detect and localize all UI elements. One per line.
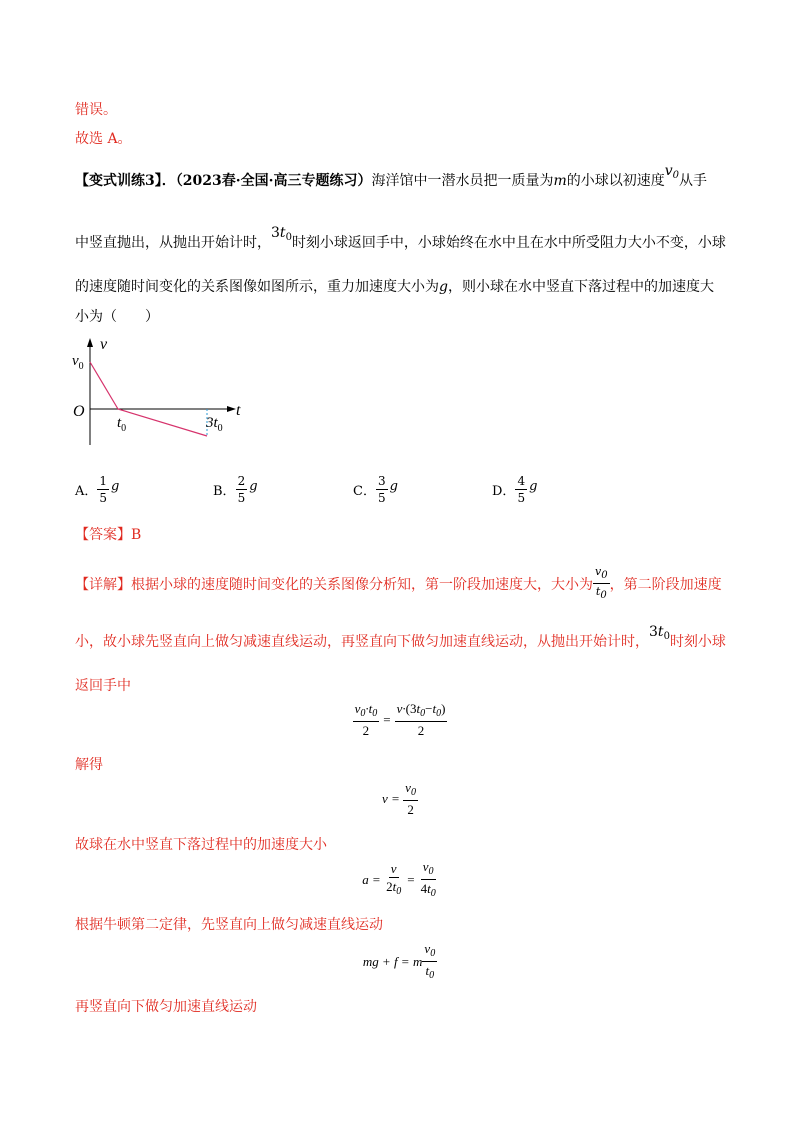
var-m: m bbox=[553, 173, 567, 189]
question-tag: 【变式训练3】．（2023春·全国·高三专题练习） bbox=[75, 173, 372, 189]
option-d[interactable]: D． $\frac{4}{5}$ g bbox=[492, 474, 538, 505]
3t0-symbol: $3t_0$ bbox=[649, 624, 670, 642]
t-axis-label: t bbox=[236, 402, 241, 419]
question-text: 的小球以初速度 bbox=[566, 173, 665, 189]
question-line-3 bbox=[75, 276, 714, 296]
origin-label: O bbox=[73, 403, 85, 420]
equation-a: a = $\frac{v}{2t_0}$ = $\frac{v_0}{4t_0}$ bbox=[362, 859, 436, 899]
question-line-1 bbox=[75, 163, 708, 191]
v0-symbol: $v_0$ bbox=[664, 163, 680, 181]
question-line-4: 小为（ ） bbox=[75, 309, 159, 325]
option-b[interactable]: B． $\frac{2}{5}$ g bbox=[213, 474, 258, 505]
3t0-tick-label: $3t_0$ bbox=[206, 415, 223, 434]
top-line-1: 错误。 bbox=[75, 102, 117, 118]
v-axis-label: v bbox=[100, 336, 108, 353]
3t0-symbol: $3t_0$ bbox=[271, 225, 292, 243]
equation-newton: mg + f = m $\frac{v_0}{t_0}$ bbox=[362, 941, 436, 981]
explain-line-3: 返回手中 bbox=[75, 678, 131, 694]
explain-line-5: 根据牛顿第二定律，先竖直向上做匀减速直线运动 bbox=[75, 917, 383, 933]
var-g: g bbox=[439, 279, 448, 295]
question-text: 的速度随时间变化的关系图像如图所示，重力加速度大小为 bbox=[75, 279, 439, 295]
explain-line-6: 再竖直向下做匀加速直线运动 bbox=[75, 999, 257, 1015]
v0-over-t0-fraction: $\frac{v_0}{t_0}$ bbox=[595, 565, 608, 601]
answer-label: 【答案】B bbox=[75, 527, 142, 543]
question-text: 从手 bbox=[679, 173, 708, 189]
velocity-time-graph bbox=[70, 335, 250, 460]
option-d-fraction: $\frac{4}{5}$ bbox=[517, 474, 526, 505]
vt-line-rise-segment bbox=[90, 362, 118, 409]
y-axis-arrow-icon bbox=[87, 338, 93, 347]
question-line-2 bbox=[75, 225, 726, 253]
t0-tick-label: $t_0$ bbox=[117, 415, 127, 434]
x-axis-arrow-icon bbox=[227, 406, 236, 412]
v0-axis-label: $v_0$ bbox=[72, 353, 84, 372]
equation-area: $\frac{v_0\cdot t_0}{2}$ = $\frac{v\cdot(3t_0-t_0)}{2}$ bbox=[354, 701, 446, 738]
question-text: 中竖直抛出，从抛出开始计时， bbox=[75, 235, 271, 251]
option-a[interactable]: A． $\frac{1}{5}$ g bbox=[75, 474, 120, 505]
top-line-2: 故选 A。 bbox=[75, 131, 132, 147]
option-a-fraction: $\frac{1}{5}$ bbox=[99, 474, 108, 505]
question-text: 时刻小球返回手中，小球始终在水中且在水中所受阻力大小不变，小球 bbox=[291, 235, 726, 251]
explain-solve-label: 解得 bbox=[75, 757, 103, 773]
explain-line-4: 故球在水中竖直下落过程中的加速度大小 bbox=[75, 837, 327, 853]
option-b-fraction: $\frac{2}{5}$ bbox=[237, 474, 246, 505]
explain-line-2: 小，故小球先竖直向上做匀减速直线运动，再竖直向下做匀加速直线运动，从抛出开始计时，$3t_0$时刻小球 bbox=[75, 624, 726, 650]
equation-v: v = $\frac{v_0}{2}$ bbox=[382, 780, 416, 817]
option-c[interactable]: C． $\frac{3}{5}$ g bbox=[353, 474, 398, 505]
question-text: ，则小球在水中竖直下落过程中的加速度大 bbox=[447, 279, 714, 295]
explain-line-1: 【详解】 根据小球的速度随时间变化的关系图像分析知，第一阶段加速度大，大小为 $\frac{v_0}{t_0}$ ，第二阶段加速度 bbox=[75, 565, 722, 601]
question-text: 海洋馆中一潜水员把一质量为 bbox=[371, 173, 554, 189]
option-c-fraction: $\frac{3}{5}$ bbox=[377, 474, 386, 505]
vt-line-fall-segment bbox=[118, 409, 207, 436]
explain-tag: 【详解】 bbox=[75, 576, 131, 593]
